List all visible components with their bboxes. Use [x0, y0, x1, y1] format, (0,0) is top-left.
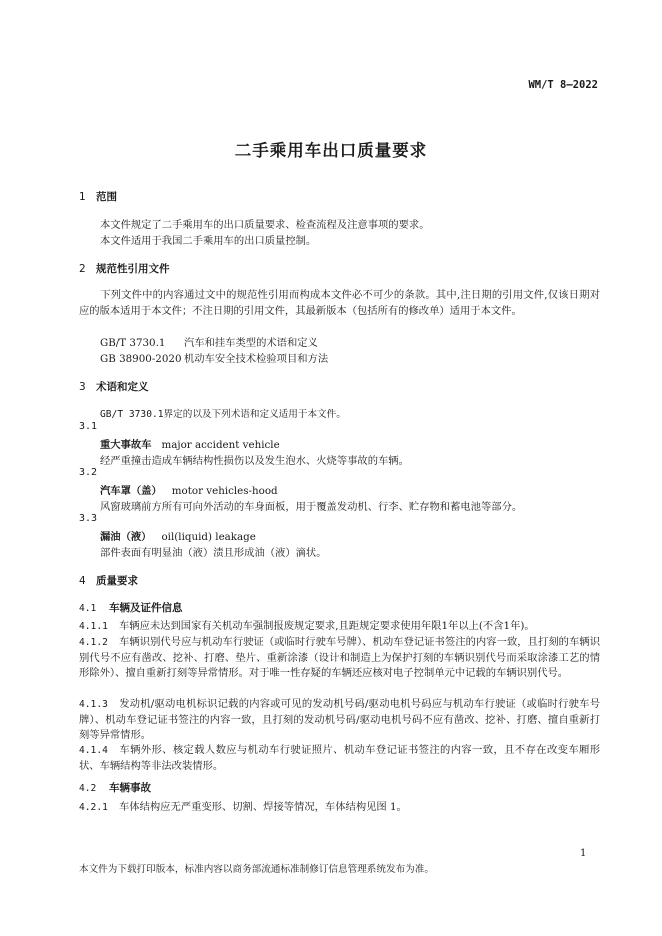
- section-heading-4: 4 质量要求: [79, 575, 138, 587]
- term-entry: 汽车罩（盖） motor vehicles-hood: [100, 485, 278, 497]
- clause: 4.1.2 车辆识别代号应与机动车行驶证（或临时行驶车号牌）、机动车登记证书签注的内容一致，且打刻的车辆识别代号不应有凿改、挖补、打磨、垫片、重新涂漆（设计和制造上为保护打刻的车辆识别代号而采取涂漆工艺的情形除外）、擅自重新打刻等异常情形。对于唯一性存疑的车辆还应核对电子控制单元中记载的车辆识别代号。: [79, 636, 600, 679]
- paragraph: 下列文件中的内容通过文中的规范性引用而构成本文件必不可少的条款。其中,注日期的引用文件,仅该日期对应的版本适用于本文件；不注日期的引用文件，其最新版本（包括所有的修改单）适用于本文件。: [79, 289, 600, 317]
- term-number: 3.2: [79, 467, 98, 478]
- section-heading-1: 1 范围: [79, 191, 117, 203]
- document-title: 二手乘用车出口质量要求: [234, 141, 428, 160]
- footer-note: 本文件为下载打印版本，标准内容以商务部流通标准制修订信息管理系统发布为准。: [79, 864, 434, 875]
- clause: 4.2.1 车体结构应无严重变形、切割、焊接等情况，车体结构见图 1。: [79, 801, 407, 813]
- term-number: 3.3: [79, 513, 98, 524]
- term-entry: 漏油（液） oil(liquid) leakage: [100, 531, 256, 543]
- term-definition: 经严重撞击造成车辆结构性损伤以及发生泡水、火烧等事故的车辆。: [100, 455, 409, 467]
- normative-reference: GB/T 3730.1 汽车和挂车类型的术语和定义: [100, 337, 318, 349]
- subsection-heading-4-1: 4.1 车辆及证件信息: [79, 602, 183, 614]
- clause: 4.1.1 车辆应未达到国家有关机动车强制报废规定要求,且距规定要求使用年限1年以上(不含1年)。: [79, 620, 535, 632]
- standard-number: WM/T 8—2022: [528, 79, 598, 91]
- section-heading-3: 3 术语和定义: [79, 381, 149, 393]
- term-entry: 重大事故车 major accident vehicle: [100, 439, 280, 451]
- page-number: 1: [580, 848, 587, 859]
- paragraph: 本文件规定了二手乘用车的出口质量要求、检查流程及注意事项的要求。: [100, 219, 430, 231]
- normative-reference: GB 38900-2020 机动车安全技术检验项目和方法: [100, 353, 329, 365]
- subsection-heading-4-2: 4.2 车辆事故: [79, 782, 151, 794]
- term-definition: 部件表面有明显油（液）渍且形成油（液）滴状。: [100, 547, 327, 559]
- term-number: 3.1: [79, 421, 98, 432]
- clause: 4.1.4 车辆外形、核定载人数应与机动车行驶证照片、机动车登记证书签注的内容一致，且不存在改变车厢形状、车辆结构等非法改装情形。: [79, 744, 600, 772]
- clause: 4.1.3 发动机/驱动电机标识记载的内容或可见的发动机号码/驱动电机号码应与机动车行驶证（或临时行驶车号牌）、机动车登记证书签注的内容一致，且打刻的发动机号码/驱动电机号码不应有凿改、挖补、打磨、擅自重新打刻等异常情形。: [79, 698, 600, 741]
- paragraph: 本文件适用于我国二手乘用车的出口质量控制。: [100, 235, 317, 247]
- section-heading-2: 2 规范性引用文件: [79, 263, 170, 275]
- paragraph: GB/T 3730.1界定的以及下列术语和定义适用于本文件。: [100, 409, 346, 420]
- term-definition: 风窗玻璃前方所有可向外活动的车身面板，用于覆盖发动机、行李、贮存物和蓄电池等部分。: [100, 501, 523, 513]
